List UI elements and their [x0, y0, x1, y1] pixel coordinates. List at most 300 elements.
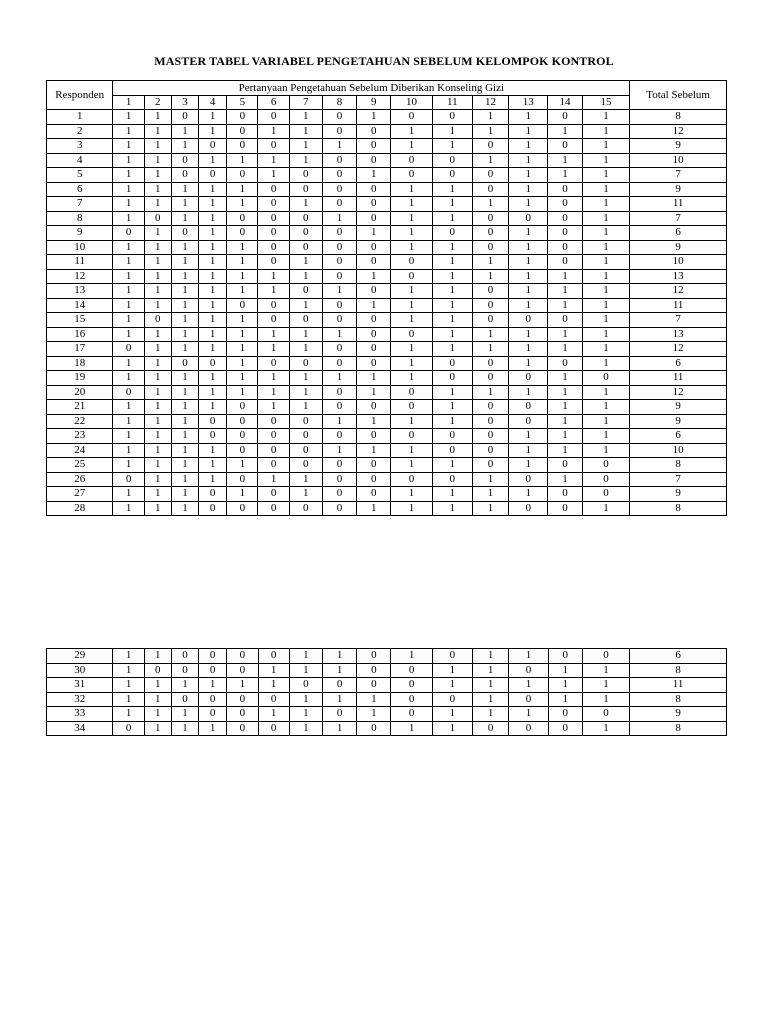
question-group-header: Pertanyaan Pengetahuan Sebelum Diberikan Konseling Gizi	[113, 81, 630, 96]
answer-cell: 1	[258, 327, 289, 342]
table-row	[47, 663, 727, 678]
answer-cell: 1	[432, 458, 472, 473]
answer-cell: 1	[391, 458, 432, 473]
total-cell: 12	[630, 385, 727, 400]
total-cell: 11	[630, 371, 727, 386]
answer-cell: 1	[582, 385, 630, 400]
answer-cell: 1	[432, 327, 472, 342]
answer-cell: 0	[289, 226, 322, 241]
answer-cell: 0	[391, 168, 432, 183]
answer-cell: 1	[509, 139, 548, 154]
responden-header: Responden	[47, 81, 113, 110]
answer-cell: 1	[199, 110, 227, 125]
answer-cell: 0	[258, 182, 289, 197]
answer-cell: 0	[171, 692, 198, 707]
answer-cell: 1	[227, 255, 258, 270]
answer-cell: 1	[432, 124, 472, 139]
answer-cell: 1	[582, 197, 630, 212]
answer-cell: 0	[227, 443, 258, 458]
answer-cell: 0	[391, 269, 432, 284]
answer-cell: 1	[322, 284, 356, 299]
answer-cell: 1	[509, 342, 548, 357]
total-cell: 13	[630, 327, 727, 342]
answer-cell: 1	[472, 110, 508, 125]
answer-cell: 0	[258, 501, 289, 516]
answer-cell: 0	[199, 707, 227, 722]
answer-cell: 1	[171, 721, 198, 736]
answer-cell: 1	[144, 487, 171, 502]
answer-cell: 0	[199, 663, 227, 678]
answer-cell: 0	[472, 182, 508, 197]
answer-cell: 0	[357, 400, 391, 415]
answer-cell: 1	[289, 472, 322, 487]
answer-cell: 0	[113, 721, 144, 736]
answer-cell: 1	[199, 443, 227, 458]
answer-cell: 1	[548, 327, 582, 342]
answer-cell: 1	[171, 211, 198, 226]
answer-cell: 1	[472, 342, 508, 357]
answer-cell: 0	[391, 153, 432, 168]
answer-cell: 1	[289, 197, 322, 212]
table-row	[47, 414, 727, 429]
answer-cell: 1	[509, 226, 548, 241]
answer-cell: 1	[171, 240, 198, 255]
answer-cell: 1	[199, 240, 227, 255]
table-row	[47, 371, 727, 386]
question-number-header: 5	[227, 96, 258, 110]
answer-cell: 1	[113, 313, 144, 328]
answer-cell: 1	[171, 707, 198, 722]
answer-cell: 1	[144, 429, 171, 444]
answer-cell: 1	[171, 487, 198, 502]
answer-cell: 0	[391, 429, 432, 444]
answer-cell: 0	[227, 400, 258, 415]
answer-cell: 0	[258, 443, 289, 458]
answer-cell: 0	[432, 153, 472, 168]
answer-cell: 0	[472, 168, 508, 183]
answer-cell: 1	[171, 255, 198, 270]
answer-cell: 1	[473, 692, 509, 707]
answer-cell: 1	[548, 284, 582, 299]
answer-cell: 0	[227, 429, 258, 444]
answer-cell: 1	[582, 110, 630, 125]
answer-cell: 0	[171, 168, 198, 183]
answer-cell: 0	[391, 327, 432, 342]
answer-cell: 1	[289, 649, 322, 664]
answer-cell: 0	[289, 458, 322, 473]
respondent-cell: 1	[47, 110, 113, 125]
answer-cell: 0	[472, 356, 508, 371]
answer-cell: 1	[289, 721, 322, 736]
answer-cell: 1	[144, 443, 171, 458]
answer-cell: 1	[391, 721, 432, 736]
answer-cell: 0	[582, 649, 629, 664]
table-row	[47, 487, 727, 502]
table-row	[47, 501, 727, 516]
answer-cell: 0	[391, 707, 432, 722]
answer-cell: 1	[144, 649, 171, 664]
respondent-cell: 29	[47, 649, 113, 664]
answer-cell: 1	[582, 240, 630, 255]
question-number-header: 4	[199, 96, 227, 110]
answer-cell: 1	[322, 414, 356, 429]
respondent-cell: 28	[47, 501, 113, 516]
total-cell: 8	[630, 663, 727, 678]
answer-cell: 0	[322, 226, 356, 241]
answer-cell: 1	[509, 110, 548, 125]
answer-cell: 1	[144, 240, 171, 255]
answer-cell: 1	[322, 211, 356, 226]
answer-cell: 1	[199, 269, 227, 284]
answer-cell: 1	[509, 385, 548, 400]
answer-cell: 1	[582, 226, 630, 241]
answer-cell: 1	[171, 139, 198, 154]
question-number-header: 14	[548, 96, 582, 110]
answer-cell: 1	[144, 327, 171, 342]
answer-cell: 1	[391, 139, 432, 154]
answer-cell: 0	[357, 721, 391, 736]
answer-cell: 1	[113, 487, 144, 502]
answer-cell: 1	[582, 429, 630, 444]
answer-cell: 0	[289, 313, 322, 328]
answer-cell: 1	[509, 168, 548, 183]
answer-cell: 1	[391, 211, 432, 226]
answer-cell: 1	[432, 197, 472, 212]
answer-cell: 0	[227, 721, 258, 736]
respondent-cell: 16	[47, 327, 113, 342]
answer-cell: 1	[472, 327, 508, 342]
answer-cell: 1	[322, 371, 356, 386]
answer-cell: 1	[432, 211, 472, 226]
question-number-header: 7	[289, 96, 322, 110]
answer-cell: 1	[171, 124, 198, 139]
answer-cell: 1	[227, 269, 258, 284]
answer-cell: 0	[258, 226, 289, 241]
total-cell: 10	[630, 443, 727, 458]
answer-cell: 0	[391, 400, 432, 415]
answer-cell: 0	[357, 472, 391, 487]
answer-cell: 1	[113, 414, 144, 429]
answer-cell: 1	[289, 400, 322, 415]
question-number-header: 11	[432, 96, 472, 110]
answer-cell: 1	[322, 139, 356, 154]
answer-cell: 0	[357, 211, 391, 226]
respondent-cell: 4	[47, 153, 113, 168]
total-cell: 12	[630, 124, 727, 139]
answer-cell: 1	[432, 342, 472, 357]
answer-cell: 0	[289, 284, 322, 299]
answer-cell: 0	[357, 678, 391, 693]
total-cell: 11	[630, 678, 727, 693]
respondent-cell: 25	[47, 458, 113, 473]
answer-cell: 1	[113, 458, 144, 473]
answer-cell: 1	[258, 371, 289, 386]
answer-cell: 0	[357, 429, 391, 444]
answer-cell: 1	[113, 153, 144, 168]
answer-cell: 1	[113, 211, 144, 226]
answer-cell: 1	[199, 226, 227, 241]
answer-cell: 1	[472, 269, 508, 284]
answer-cell: 0	[171, 663, 198, 678]
answer-cell: 0	[227, 472, 258, 487]
answer-cell: 1	[391, 414, 432, 429]
answer-cell: 1	[582, 182, 630, 197]
answer-cell: 1	[199, 182, 227, 197]
answer-cell: 1	[144, 110, 171, 125]
answer-cell: 1	[144, 168, 171, 183]
answer-cell: 0	[227, 501, 258, 516]
answer-cell: 1	[144, 707, 171, 722]
answer-cell: 1	[472, 472, 508, 487]
answer-cell: 0	[113, 385, 144, 400]
answer-cell: 0	[258, 414, 289, 429]
total-cell: 7	[630, 168, 727, 183]
answer-cell: 1	[289, 269, 322, 284]
answer-cell: 1	[171, 313, 198, 328]
total-cell: 7	[630, 313, 727, 328]
question-number-header: 13	[509, 96, 548, 110]
answer-cell: 1	[357, 443, 391, 458]
answer-cell: 0	[432, 356, 472, 371]
answer-cell: 1	[144, 226, 171, 241]
answer-cell: 1	[171, 342, 198, 357]
answer-cell: 0	[144, 663, 171, 678]
answer-cell: 0	[582, 458, 630, 473]
answer-cell: 0	[258, 211, 289, 226]
answer-cell: 0	[289, 168, 322, 183]
table-row	[47, 356, 727, 371]
answer-cell: 0	[199, 501, 227, 516]
answer-cell: 0	[509, 371, 548, 386]
respondent-cell: 22	[47, 414, 113, 429]
answer-cell: 1	[432, 298, 472, 313]
answer-cell: 1	[199, 124, 227, 139]
answer-cell: 1	[582, 255, 630, 270]
answer-cell: 0	[472, 284, 508, 299]
answer-cell: 1	[199, 678, 227, 693]
question-number-header: 2	[144, 96, 171, 110]
answer-cell: 1	[473, 678, 509, 693]
answer-cell: 1	[113, 255, 144, 270]
table-row	[47, 298, 727, 313]
answer-cell: 1	[509, 197, 548, 212]
answer-cell: 1	[171, 385, 198, 400]
answer-cell: 0	[227, 414, 258, 429]
answer-cell: 0	[472, 139, 508, 154]
respondent-cell: 23	[47, 429, 113, 444]
answer-cell: 1	[113, 443, 144, 458]
answer-cell: 0	[509, 501, 548, 516]
answer-cell: 1	[548, 385, 582, 400]
answer-cell: 1	[548, 298, 582, 313]
answer-cell: 1	[357, 707, 391, 722]
total-cell: 12	[630, 342, 727, 357]
master-table	[46, 80, 727, 516]
answer-cell: 0	[258, 139, 289, 154]
answer-cell: 1	[144, 721, 171, 736]
answer-cell: 0	[472, 458, 508, 473]
page-title: MASTER TABEL VARIABEL PENGETAHUAN SEBELUM KELOMPOK KONTROL	[154, 54, 614, 68]
answer-cell: 0	[432, 429, 472, 444]
answer-cell: 0	[199, 649, 227, 664]
answer-cell: 1	[357, 269, 391, 284]
answer-cell: 1	[258, 663, 289, 678]
answer-cell: 0	[357, 487, 391, 502]
answer-cell: 1	[472, 385, 508, 400]
answer-cell: 1	[289, 139, 322, 154]
answer-cell: 1	[144, 678, 171, 693]
total-cell: 9	[630, 182, 727, 197]
answer-cell: 0	[391, 472, 432, 487]
answer-cell: 0	[432, 226, 472, 241]
answer-cell: 1	[548, 472, 582, 487]
answer-cell: 0	[548, 110, 582, 125]
answer-cell: 1	[144, 692, 171, 707]
answer-cell: 1	[171, 458, 198, 473]
answer-cell: 1	[391, 342, 432, 357]
answer-cell: 0	[509, 400, 548, 415]
answer-cell: 1	[144, 458, 171, 473]
respondent-cell: 8	[47, 211, 113, 226]
answer-cell: 0	[227, 124, 258, 139]
total-cell: 6	[630, 356, 727, 371]
total-cell: 10	[630, 153, 727, 168]
total-cell: 11	[630, 298, 727, 313]
total-cell: 7	[630, 211, 727, 226]
answer-cell: 0	[357, 342, 391, 357]
answer-cell: 1	[582, 124, 630, 139]
answer-cell: 1	[144, 342, 171, 357]
answer-cell: 1	[227, 182, 258, 197]
answer-cell: 0	[509, 211, 548, 226]
answer-cell: 1	[258, 124, 289, 139]
answer-cell: 0	[322, 240, 356, 255]
answer-cell: 1	[258, 678, 289, 693]
answer-cell: 1	[199, 385, 227, 400]
total-cell: 6	[630, 649, 727, 664]
answer-cell: 1	[472, 153, 508, 168]
table-row	[47, 400, 727, 415]
answer-cell: 1	[227, 458, 258, 473]
answer-cell: 0	[322, 342, 356, 357]
answer-cell: 0	[391, 678, 432, 693]
answer-cell: 1	[391, 371, 432, 386]
answer-cell: 0	[357, 458, 391, 473]
table-row	[47, 313, 727, 328]
answer-cell: 0	[391, 110, 432, 125]
question-number-header: 6	[258, 96, 289, 110]
answer-cell: 0	[322, 197, 356, 212]
answer-cell: 1	[289, 124, 322, 139]
answer-cell: 1	[548, 342, 582, 357]
answer-cell: 1	[548, 692, 582, 707]
answer-cell: 1	[113, 284, 144, 299]
answer-cell: 0	[258, 313, 289, 328]
answer-cell: 1	[289, 385, 322, 400]
answer-cell: 0	[199, 139, 227, 154]
answer-cell: 1	[357, 414, 391, 429]
answer-cell: 1	[199, 298, 227, 313]
answer-cell: 1	[113, 110, 144, 125]
total-cell: 8	[630, 692, 727, 707]
answer-cell: 1	[509, 707, 548, 722]
answer-cell: 0	[322, 298, 356, 313]
answer-cell: 0	[548, 226, 582, 241]
respondent-cell: 17	[47, 342, 113, 357]
answer-cell: 1	[509, 284, 548, 299]
answer-cell: 1	[199, 327, 227, 342]
answer-cell: 1	[113, 371, 144, 386]
answer-cell: 1	[548, 400, 582, 415]
answer-cell: 1	[582, 400, 630, 415]
answer-cell: 1	[171, 400, 198, 415]
answer-cell: 0	[548, 139, 582, 154]
answer-cell: 0	[357, 284, 391, 299]
answer-cell: 1	[432, 255, 472, 270]
answer-cell: 1	[509, 327, 548, 342]
answer-cell: 1	[199, 458, 227, 473]
table-row	[47, 707, 727, 722]
answer-cell: 1	[432, 139, 472, 154]
answer-cell: 1	[582, 298, 630, 313]
answer-cell: 1	[432, 284, 472, 299]
answer-cell: 1	[171, 269, 198, 284]
answer-cell: 0	[322, 429, 356, 444]
answer-cell: 1	[199, 371, 227, 386]
answer-cell: 1	[582, 443, 630, 458]
answer-cell: 1	[322, 692, 356, 707]
answer-cell: 1	[171, 501, 198, 516]
answer-cell: 1	[322, 721, 356, 736]
answer-cell: 0	[227, 139, 258, 154]
answer-cell: 1	[432, 240, 472, 255]
respondent-cell: 32	[47, 692, 113, 707]
answer-cell: 0	[548, 313, 582, 328]
answer-cell: 1	[432, 663, 472, 678]
answer-cell: 0	[322, 385, 356, 400]
answer-cell: 0	[509, 313, 548, 328]
answer-cell: 0	[322, 124, 356, 139]
answer-cell: 1	[582, 414, 630, 429]
table-row	[47, 692, 727, 707]
answer-cell: 1	[322, 443, 356, 458]
answer-cell: 0	[258, 649, 289, 664]
answer-cell: 0	[258, 487, 289, 502]
respondent-cell: 21	[47, 400, 113, 415]
answer-cell: 1	[199, 153, 227, 168]
answer-cell: 1	[391, 197, 432, 212]
answer-cell: 0	[357, 663, 391, 678]
respondent-cell: 33	[47, 707, 113, 722]
respondent-cell: 3	[47, 139, 113, 154]
table-row	[47, 721, 727, 736]
answer-cell: 1	[227, 487, 258, 502]
answer-cell: 0	[289, 501, 322, 516]
answer-cell: 0	[432, 371, 472, 386]
answer-cell: 0	[548, 182, 582, 197]
answer-cell: 1	[322, 663, 356, 678]
answer-cell: 1	[509, 487, 548, 502]
answer-cell: 0	[432, 472, 472, 487]
answer-cell: 1	[199, 284, 227, 299]
total-cell: 8	[630, 721, 727, 736]
answer-cell: 0	[199, 487, 227, 502]
answer-cell: 0	[322, 255, 356, 270]
question-number-header: 9	[357, 96, 391, 110]
question-number-header: 1	[113, 96, 144, 110]
answer-cell: 1	[582, 663, 629, 678]
answer-cell: 1	[548, 124, 582, 139]
